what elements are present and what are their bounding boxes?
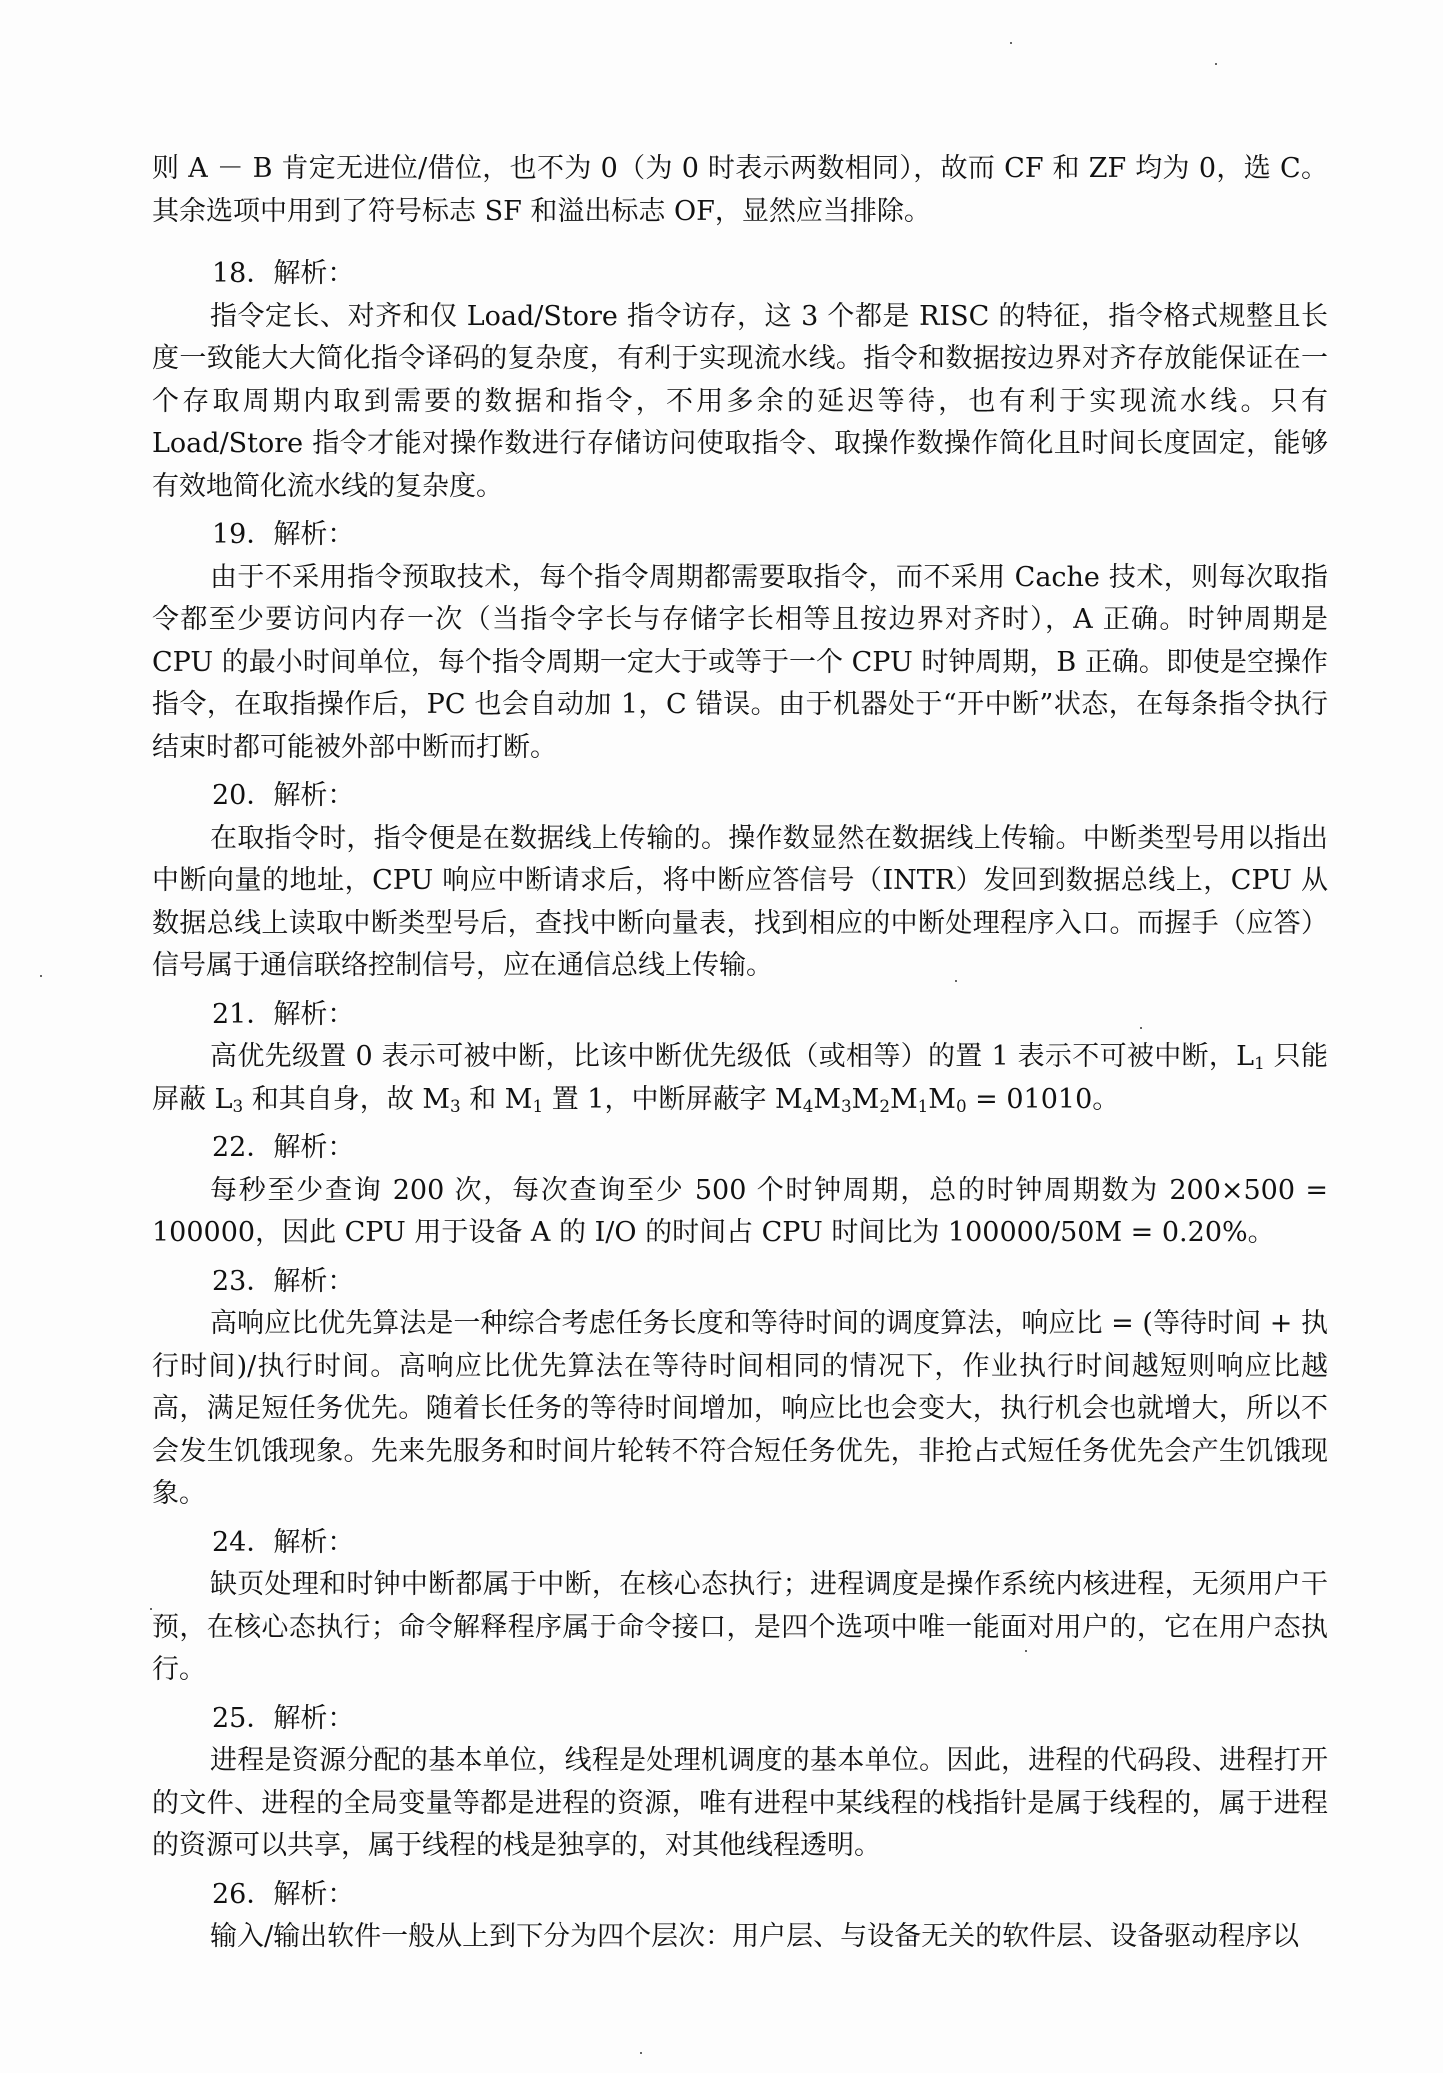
answer-body: 在取指令时，指令便是在数据线上传输的。操作数显然在数据线上传输。中断类型号用以指出中断向量的地址，CPU 响应中断请求后，将中断应答信号（INTR）发回到数据总线上，CPU 从数据总线上读取中断类型号后，查找中断向量表，找到相应的中断处理程序入口。而握手（应答）信号属于通信联络控制信号，应在通信总线上传输。 xyxy=(152,822,1328,981)
intro-paragraph: 则 A － B 肯定无进位/借位，也不为 0（为 0 时表示两数相同），故而 CF 和 ZF 均为 0，选 C。其余选项中用到了符号标志 SF 和溢出标志 OF，显然应当排除。 xyxy=(152,153,1328,227)
scan-speck xyxy=(1010,42,1012,44)
subscript: 3 xyxy=(449,1095,461,1116)
scan-speck xyxy=(40,975,42,977)
subscript: 3 xyxy=(841,1095,852,1116)
answer-heading: 25．解析： xyxy=(212,1702,355,1734)
subscript: 1 xyxy=(532,1095,544,1116)
text-run: 只能屏蔽 L xyxy=(152,1041,1328,1115)
answer-heading: 20．解析： xyxy=(212,780,355,811)
subscript: 4 xyxy=(802,1095,814,1116)
answer-item-24 xyxy=(152,1522,1328,1692)
text-run: 和 M xyxy=(460,1083,533,1115)
text-run: M xyxy=(928,1083,956,1115)
answer-heading: 24．解析： xyxy=(212,1526,355,1558)
answer-body: 每秒至少查询 200 次，每次查询至少 500 个时钟周期，总的时钟周期数为 200×500 = 100000，因此 CPU 用于设备 A 的 I/O 的时间占 CPU 时间比为 100000/50M = 0.20%。 xyxy=(152,1174,1328,1248)
answer-body: 缺页处理和时钟中断都属于中断，在核心态执行；进程调度是操作系统内核进程，无须用户干预，在核心态执行；命令解释程序属于命令接口，是四个选项中唯一能面对用户的，它在用户态执行。 xyxy=(152,1569,1328,1685)
answer-item-25 xyxy=(152,1698,1328,1868)
answer-heading: 19．解析： xyxy=(212,519,355,550)
text-run: 高优先级置 0 表示可被中断，比该中断优先级低（或相等）的置 1 表示不可被中断，L xyxy=(210,1041,1255,1072)
scan-speck xyxy=(1215,63,1217,65)
answer-item-18 xyxy=(152,253,1328,508)
scan-speck xyxy=(640,2052,642,2054)
subscript: 1 xyxy=(1254,1053,1265,1074)
subscript: 2 xyxy=(879,1095,890,1116)
text-run: 和其自身，故 M xyxy=(243,1083,450,1115)
text-run: M xyxy=(813,1083,841,1115)
document-body xyxy=(152,148,1328,1959)
answer-item-20 xyxy=(152,775,1328,988)
answer-item-21 xyxy=(152,994,1328,1122)
answer-item-26 xyxy=(152,1874,1328,1959)
answer-body: 输入/输出软件一般从上到下分为四个层次：用户层、与设备无关的软件层、设备驱动程序以 xyxy=(210,1921,1300,1952)
answer-heading: 22．解析： xyxy=(212,1132,355,1163)
subscript: 3 xyxy=(232,1095,244,1116)
text-run: M xyxy=(851,1083,880,1115)
text-run: M xyxy=(889,1083,918,1115)
answer-heading: 26．解析： xyxy=(212,1878,355,1910)
answer-heading: 21．解析： xyxy=(212,998,355,1030)
answer-body: 指令定长、对齐和仅 Load/Store 指令访存，这 3 个都是 RISC 的特征，指令格式规整且长度一致能大大简化指令译码的复杂度，有利于实现流水线。指令和数据按边界对齐存放能保证在一个存取周期内取到需要的数据和指令，不用多余的延迟等待，也有利于实现流水线。只有 Load/Store 指令才能对操作数进行存储访问使取指令、取操作数操作简化且时间长度固定，能够有效地简化流水线的复杂度。 xyxy=(152,300,1328,502)
answer-body: 高响应比优先算法是一种综合考虑任务长度和等待时间的调度算法，响应比 = (等待时间 + 执行时间)/执行时间。高响应比优先算法在等待时间相同的情况下，作业执行时间越短则响应比越高，满足短任务优先。随着长任务的等待时间增加，响应比也会变大，执行机会也就增大，所以不会发生饥饿现象。先来先服务和时间片轮转不符合短任务优先，非抢占式短任务优先会产生饥饿现象。 xyxy=(152,1308,1328,1509)
answer-heading: 23．解析： xyxy=(212,1265,355,1297)
text-run: 置 1，中断屏蔽字 M xyxy=(543,1083,803,1115)
answer-item-19 xyxy=(152,514,1328,769)
answer-item-22 xyxy=(152,1127,1328,1255)
answer-item-23 xyxy=(152,1261,1328,1516)
answer-body: 由于不采用指令预取技术，每个指令周期都需要取指令，而不采用 Cache 技术，则每次取指令都至少要访问内存一次（当指令字长与存储字长相等且按边界对齐时），A 正确。时钟周期是 CPU 的最小时间单位，每个指令周期一定大于或等于一个 CPU 时钟周期，B 正确。即使是空操作指令，在取指操作后，PC 也会自动加 1，C 错误。由于机器处于“开中断”状态，在每条指令执行结束时都可能被外部中断而打断。 xyxy=(152,561,1328,763)
subscript: 1 xyxy=(917,1095,929,1116)
answer-body xyxy=(152,1036,1328,1121)
text-run: = 01010。 xyxy=(966,1083,1120,1115)
answer-body: 进程是资源分配的基本单位，线程是处理机调度的基本单位。因此，进程的代码段、进程打开的文件、进程的全局变量等都是进程的资源，唯有进程中某线程的栈指针是属于线程的，属于进程的资源可以共享，属于线程的栈是独享的，对其他线程透明。 xyxy=(152,1745,1328,1861)
subscript: 0 xyxy=(955,1095,967,1116)
answer-heading: 18．解析： xyxy=(212,258,355,289)
